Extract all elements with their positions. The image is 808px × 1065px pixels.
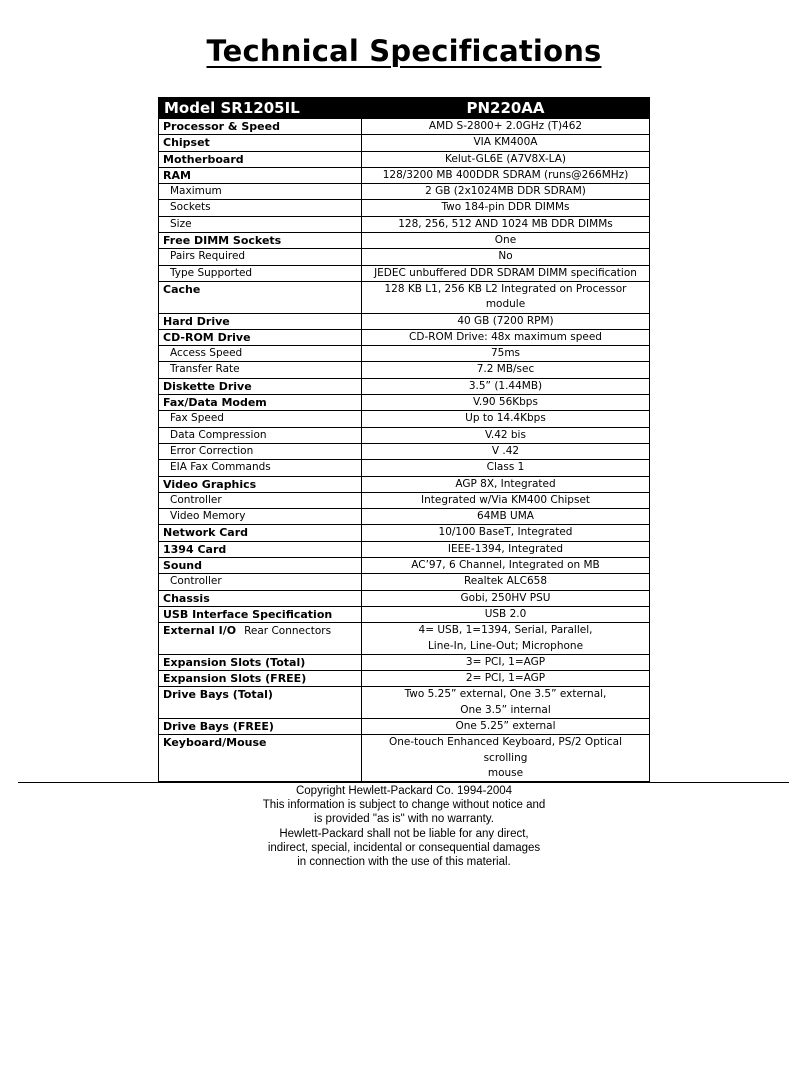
footer-line: in connection with the use of this material. [297, 856, 511, 869]
spec-label: Controller [170, 575, 222, 588]
spec-label-cell [159, 200, 362, 216]
spec-label-cell [159, 119, 362, 135]
spec-label: Cache [163, 282, 201, 296]
spec-label: Video Memory [170, 510, 246, 523]
spec-value-cell [362, 119, 650, 135]
spec-table [158, 97, 650, 782]
spec-label-cell [159, 654, 362, 670]
spec-value-cell [362, 671, 650, 687]
spec-label: Transfer Rate [170, 363, 240, 376]
spec-value: No [498, 250, 513, 263]
spec-row [159, 671, 650, 687]
spec-row [159, 443, 650, 459]
spec-label-cell [159, 574, 362, 590]
spec-label-cell [159, 623, 362, 655]
spec-value-cell [362, 135, 650, 151]
spec-label-cell [159, 606, 362, 622]
spec-label-cell [159, 233, 362, 249]
spec-row [159, 411, 650, 427]
spec-label-cell [159, 184, 362, 200]
spec-value-cell [362, 574, 650, 590]
footer-disclaimer [0, 784, 808, 869]
spec-value: One [494, 234, 517, 247]
spec-value-cell [362, 558, 650, 574]
spec-value: Integrated w/Via KM400 Chipset [420, 493, 591, 506]
spec-value-cell [362, 378, 650, 394]
spec-value: 128 KB L1, 256 KB L2 Integrated on Processor module [384, 282, 627, 311]
spec-label: Diskette Drive [163, 379, 252, 393]
spec-value-cell [362, 281, 650, 313]
spec-row [159, 346, 650, 362]
spec-value: Class 1 [486, 461, 525, 474]
spec-value-cell [362, 590, 650, 606]
spec-value: V.42 bis [485, 428, 526, 441]
spec-row [159, 718, 650, 734]
spec-value-line2: mouse [487, 766, 524, 779]
spec-row [159, 590, 650, 606]
spec-label: Network Card [163, 526, 249, 540]
spec-value: 2= PCI, 1=AGP [465, 672, 546, 685]
page-title: Technical Specifications [206, 34, 602, 68]
spec-row [159, 313, 650, 329]
spec-row [159, 151, 650, 167]
spec-row [159, 281, 650, 313]
spec-row [159, 687, 650, 719]
spec-row [159, 735, 650, 782]
spec-row [159, 362, 650, 378]
spec-label-cell [159, 378, 362, 394]
spec-value: Two 5.25” external, One 3.5” external, [404, 688, 607, 701]
spec-row [159, 329, 650, 345]
spec-label: Motherboard [163, 152, 244, 166]
spec-row [159, 509, 650, 525]
spec-label-cell [159, 476, 362, 492]
footer-line: Hewlett-Packard shall not be liable for any direct, [279, 827, 529, 840]
spec-table-header [159, 98, 650, 119]
spec-value: Two 184-pin DDR DIMMs [441, 201, 570, 214]
spec-label: Video Graphics [163, 477, 257, 491]
spec-row [159, 378, 650, 394]
spec-row [159, 249, 650, 265]
spec-label: Error Correction [170, 444, 254, 457]
spec-label: EIA Fax Commands [170, 461, 271, 474]
spec-label: Free DIMM Sockets [163, 234, 282, 248]
spec-label: Access Speed [170, 347, 243, 360]
spec-label: Fax/Data Modem [163, 396, 267, 410]
spec-value-cell [362, 654, 650, 670]
spec-label-cell [159, 362, 362, 378]
spec-value-cell [362, 718, 650, 734]
spec-label: Pairs Required [170, 250, 246, 263]
spec-label-cell [159, 687, 362, 719]
spec-value-cell [362, 735, 650, 782]
spec-value: CD-ROM Drive: 48x maximum speed [409, 330, 602, 343]
spec-label: Keyboard/Mouse [163, 736, 267, 750]
footer-line: is provided "as is" with no warranty. [314, 813, 494, 826]
footer-line: Copyright Hewlett-Packard Co. 1994-2004 [295, 785, 513, 797]
spec-value: IEEE-1394, Integrated [447, 542, 564, 555]
spec-row [159, 265, 650, 281]
footer-divider [18, 782, 789, 783]
spec-label: Processor & Speed [163, 120, 280, 133]
spec-label: Expansion Slots (Total) [163, 655, 306, 669]
spec-value-cell [362, 541, 650, 557]
spec-label: 1394 Card [163, 542, 227, 556]
spec-label-cell [159, 492, 362, 508]
part-number: PN220AA [362, 98, 650, 119]
spec-label-cell [159, 558, 362, 574]
spec-value: Up to 14.4Kbps [465, 412, 546, 425]
spec-label-cell [159, 427, 362, 443]
spec-row [159, 460, 650, 476]
spec-value: 7.2 MB/sec [476, 363, 535, 376]
spec-value: Gobi, 250HV PSU [460, 591, 551, 604]
spec-value: V .42 [491, 444, 520, 457]
spec-label: Size [170, 217, 192, 230]
spec-row [159, 427, 650, 443]
spec-value: 3.5” (1.44MB) [468, 379, 543, 392]
footer-line: indirect, special, incidental or consequential damages [267, 841, 541, 854]
spec-row [159, 135, 650, 151]
spec-value: One 5.25” external [455, 719, 556, 732]
spec-row [159, 492, 650, 508]
spec-value-line2: Line-In, Line-Out; Microphone [427, 639, 584, 652]
spec-value: 10/100 BaseT, Integrated [438, 526, 573, 539]
spec-value: 2 GB (2x1024MB DDR SDRAM) [425, 185, 586, 198]
spec-value-cell [362, 395, 650, 411]
spec-value-cell [362, 492, 650, 508]
spec-row [159, 476, 650, 492]
spec-value-cell [362, 200, 650, 216]
spec-label: Sound [163, 559, 203, 573]
spec-value-cell [362, 460, 650, 476]
spec-row [159, 606, 650, 622]
spec-value: Realtek ALC658 [463, 575, 548, 588]
spec-row [159, 574, 650, 590]
spec-label-cell [159, 167, 362, 183]
spec-row [159, 216, 650, 232]
spec-value-cell [362, 346, 650, 362]
spec-label-cell [159, 509, 362, 525]
spec-label-cell [159, 735, 362, 782]
spec-value: AGP 8X, Integrated [455, 477, 556, 490]
spec-value-cell [362, 687, 650, 719]
spec-value-cell [362, 184, 650, 200]
spec-label-cell [159, 460, 362, 476]
spec-value-cell [362, 329, 650, 345]
spec-label: External I/O [163, 624, 237, 638]
spec-value-cell [362, 233, 650, 249]
spec-row [159, 167, 650, 183]
spec-label: RAM [163, 168, 191, 182]
spec-value-cell [362, 443, 650, 459]
spec-value: 4= USB, 1=1394, Serial, Parallel, [418, 624, 593, 637]
spec-label-cell [159, 216, 362, 232]
spec-label-cell [159, 671, 362, 687]
spec-value: USB 2.0 [484, 607, 527, 620]
spec-row [159, 200, 650, 216]
spec-value-cell [362, 265, 650, 281]
spec-label-cell [159, 411, 362, 427]
spec-label: Hard Drive [163, 314, 230, 328]
spec-row [159, 654, 650, 670]
spec-value: 128/3200 MB 400DDR SDRAM (runs@266MHz) [382, 168, 629, 181]
spec-value: 64MB UMA [477, 510, 534, 523]
spec-value-cell [362, 151, 650, 167]
spec-row [159, 233, 650, 249]
spec-label-cell [159, 281, 362, 313]
spec-label-cell [159, 346, 362, 362]
spec-label: Controller [170, 493, 222, 506]
footer-line: This information is subject to change without notice and [262, 799, 546, 812]
spec-sublabel: Rear Connectors [244, 625, 332, 638]
spec-label-cell [159, 135, 362, 151]
spec-value: 3= PCI, 1=AGP [465, 655, 546, 668]
spec-label: USB Interface Specification [163, 607, 333, 621]
model-label: Model SR1205IL [159, 98, 362, 119]
spec-row [159, 525, 650, 541]
spec-value: 40 GB (7200 RPM) [457, 314, 554, 327]
spec-label-cell [159, 443, 362, 459]
spec-value: AMD S-2800+ 2.0GHz (T)462 [428, 120, 583, 132]
spec-label: Chassis [163, 591, 210, 605]
spec-label-cell [159, 541, 362, 557]
spec-row [159, 184, 650, 200]
spec-value: 75ms [490, 347, 521, 360]
spec-label: CD-ROM Drive [163, 330, 251, 344]
spec-label-cell [159, 718, 362, 734]
spec-label-cell [159, 313, 362, 329]
spec-label: Drive Bays (Total) [163, 688, 273, 702]
spec-value: Kelut-GL6E (A7V8X-LA) [445, 152, 566, 165]
spec-label: Chipset [163, 136, 210, 150]
spec-value-cell [362, 313, 650, 329]
spec-label: Drive Bays (FREE) [163, 719, 274, 733]
spec-label-cell [159, 151, 362, 167]
spec-label: Maximum [170, 185, 222, 198]
spec-label-cell [159, 395, 362, 411]
spec-row [159, 395, 650, 411]
spec-value: AC’97, 6 Channel, Integrated on MB [411, 559, 600, 572]
spec-value: VIA KM400A [473, 136, 538, 149]
spec-value-cell [362, 606, 650, 622]
spec-label-cell [159, 590, 362, 606]
spec-row [159, 119, 650, 135]
spec-value-cell [362, 249, 650, 265]
spec-label: Expansion Slots (FREE) [163, 672, 307, 686]
spec-row [159, 623, 650, 655]
spec-label-cell [159, 249, 362, 265]
spec-label-cell [159, 525, 362, 541]
spec-label: Data Compression [170, 428, 267, 441]
spec-value-cell [362, 476, 650, 492]
spec-label: Sockets [170, 201, 211, 214]
spec-value-cell [362, 362, 650, 378]
spec-table-body [159, 119, 650, 782]
spec-label-cell [159, 265, 362, 281]
spec-value: One-touch Enhanced Keyboard, PS/2 Optical scrolling [388, 736, 623, 764]
spec-value-cell [362, 411, 650, 427]
spec-value-cell [362, 509, 650, 525]
spec-row [159, 558, 650, 574]
spec-value: 128, 256, 512 AND 1024 MB DDR DIMMs [398, 217, 613, 230]
spec-value-cell [362, 167, 650, 183]
spec-label: Fax Speed [170, 412, 224, 425]
spec-value-cell [362, 216, 650, 232]
spec-value-cell [362, 525, 650, 541]
spec-value-cell [362, 427, 650, 443]
spec-value-line2: One 3.5” internal [460, 703, 551, 716]
spec-label-cell [159, 329, 362, 345]
spec-value-cell [362, 623, 650, 655]
spec-row [159, 541, 650, 557]
spec-value: JEDEC unbuffered DDR SDRAM DIMM specification [374, 266, 637, 279]
spec-label: Type Supported [170, 266, 253, 279]
spec-value: V.90 56Kbps [473, 396, 538, 409]
